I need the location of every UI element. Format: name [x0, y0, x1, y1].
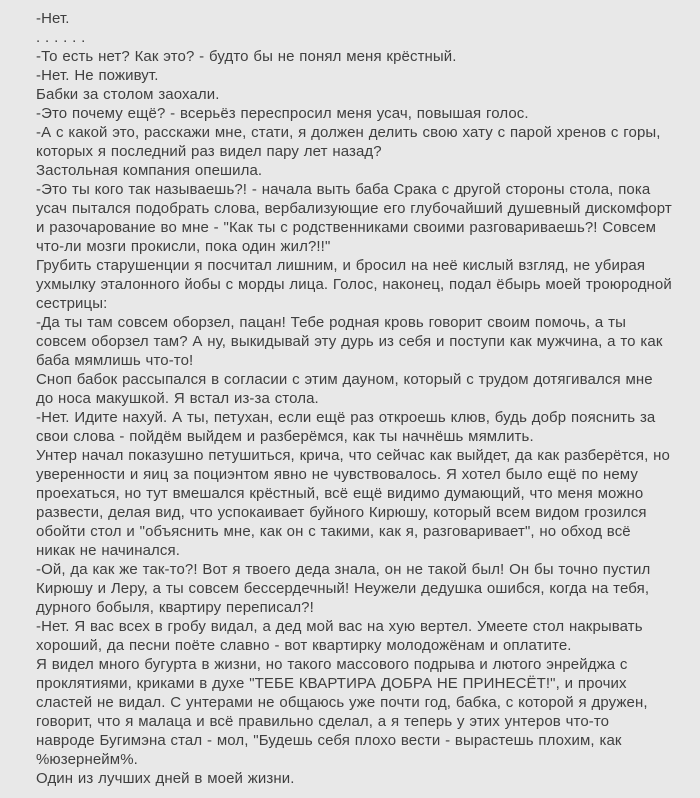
- paragraph: -Нет. Не поживут.: [36, 67, 159, 84]
- story-text: [36, 9, 677, 788]
- paragraph: -Нет. Я вас всех в гробу видал, а дед мой вас на хую вертел. Умеете стол накрывать хороший, да песни поёте славно - вот квартирку молодожёнам и оплатите.: [36, 618, 648, 654]
- paragraph: -Ой, да как же так-то?! Вот я твоего деда знала, он не такой был! Он бы точно пустил Кирюшу и Леру, а ты совсем бессердечный! Неужели дедушка ошибся, когда на тебя, дурного бобыля, квартиру переписал?!: [36, 561, 656, 616]
- paragraph: Застольная компания опешила.: [36, 162, 263, 179]
- paragraph: -А с какой это, расскажи мне, стати, я должен делить свою хату с парой хренов с горы, которых я последний раз видел пару лет назад?: [36, 124, 666, 160]
- paragraph: -Это ты кого так называешь?! - начала выть баба Срака с другой стороны стола, пока усач пытался подобрать слова, вербализующие его глубочайший душевный дискомфорт и разочарование во мне - "Как ты с родственниками своими разговариваешь?! Совсем что-ли мозги прокисли, пока один жил?!!": [36, 181, 677, 255]
- paragraph: Унтер начал показушно петушиться, крича, что сейчас как выйдет, да как разберётся, но уверенности и яиц за поциэнтом явно не чувствовалось. Я хотел было ещё по нему проехаться, но тут вмешался крёстный, всё ещё видимо думающий, что меня можно развести, делая вид, что успокаивает буйного Кирюшу, который всем видом грозился обойти стол и "объяснить мне, как он с такими, как я, разговаривает", но обход всё никак не начинался.: [36, 447, 675, 559]
- paragraph: -Это почему ещё? - всерьёз переспросил меня усач, повышая голос.: [36, 105, 529, 122]
- paragraph: -Нет.: [36, 10, 70, 27]
- paragraph: Сноп бабок рассыпался в согласии с этим дауном, который с трудом дотягивался мне до носа макушкой. Я встал из-за стола.: [36, 371, 658, 407]
- paragraph: Один из лучших дней в моей жизни.: [36, 770, 295, 787]
- paragraph: Я видел много бугурта в жизни, но такого массового подрыва и лютого энрейджа с проклятиями, криками в духе "ТЕБЕ КВАРТИРА ДОБРА НЕ ПРИНЕСЁТ!", и прочих сластей не видал. С унтерами не общаюсь уже почти год, бабка, с которой я дружен, говорит, что я малаца и всё правильно сделал, а я теперь у этих унтеров что-то навроде Бугимэна стал - мол, "Будешь себя плохо вести - вырастешь плохим, как %юзернейм%.: [36, 656, 653, 768]
- paragraph: -Нет. Идите нахуй. А ты, петухан, если ещё раз откроешь клюв, будь добр пояснить за свои слова - пойдём выйдем и разберёмся, как ты начнёшь мямлить.: [36, 409, 661, 445]
- paragraph: . . . . . .: [36, 29, 86, 46]
- paragraph: Грубить старушенции я посчитал лишним, и бросил на неё кислый взгляд, не убирая ухмылку эталонного йобы с морды лица. Голос, наконец, подал ёбырь моей троюродной сестрицы:: [36, 257, 677, 312]
- paragraph: Бабки за столом заохали.: [36, 86, 220, 103]
- paragraph: -То есть нет? Как это? - будто бы не понял меня крёстный.: [36, 48, 457, 65]
- paragraph: -Да ты там совсем оборзел, пацан! Тебе родная кровь говорит своим помочь, а ты совсем оборзел там? А ну, выкидывай эту дурь из себя и поступи как мужчина, а то как баба мямлишь что-то!: [36, 314, 668, 369]
